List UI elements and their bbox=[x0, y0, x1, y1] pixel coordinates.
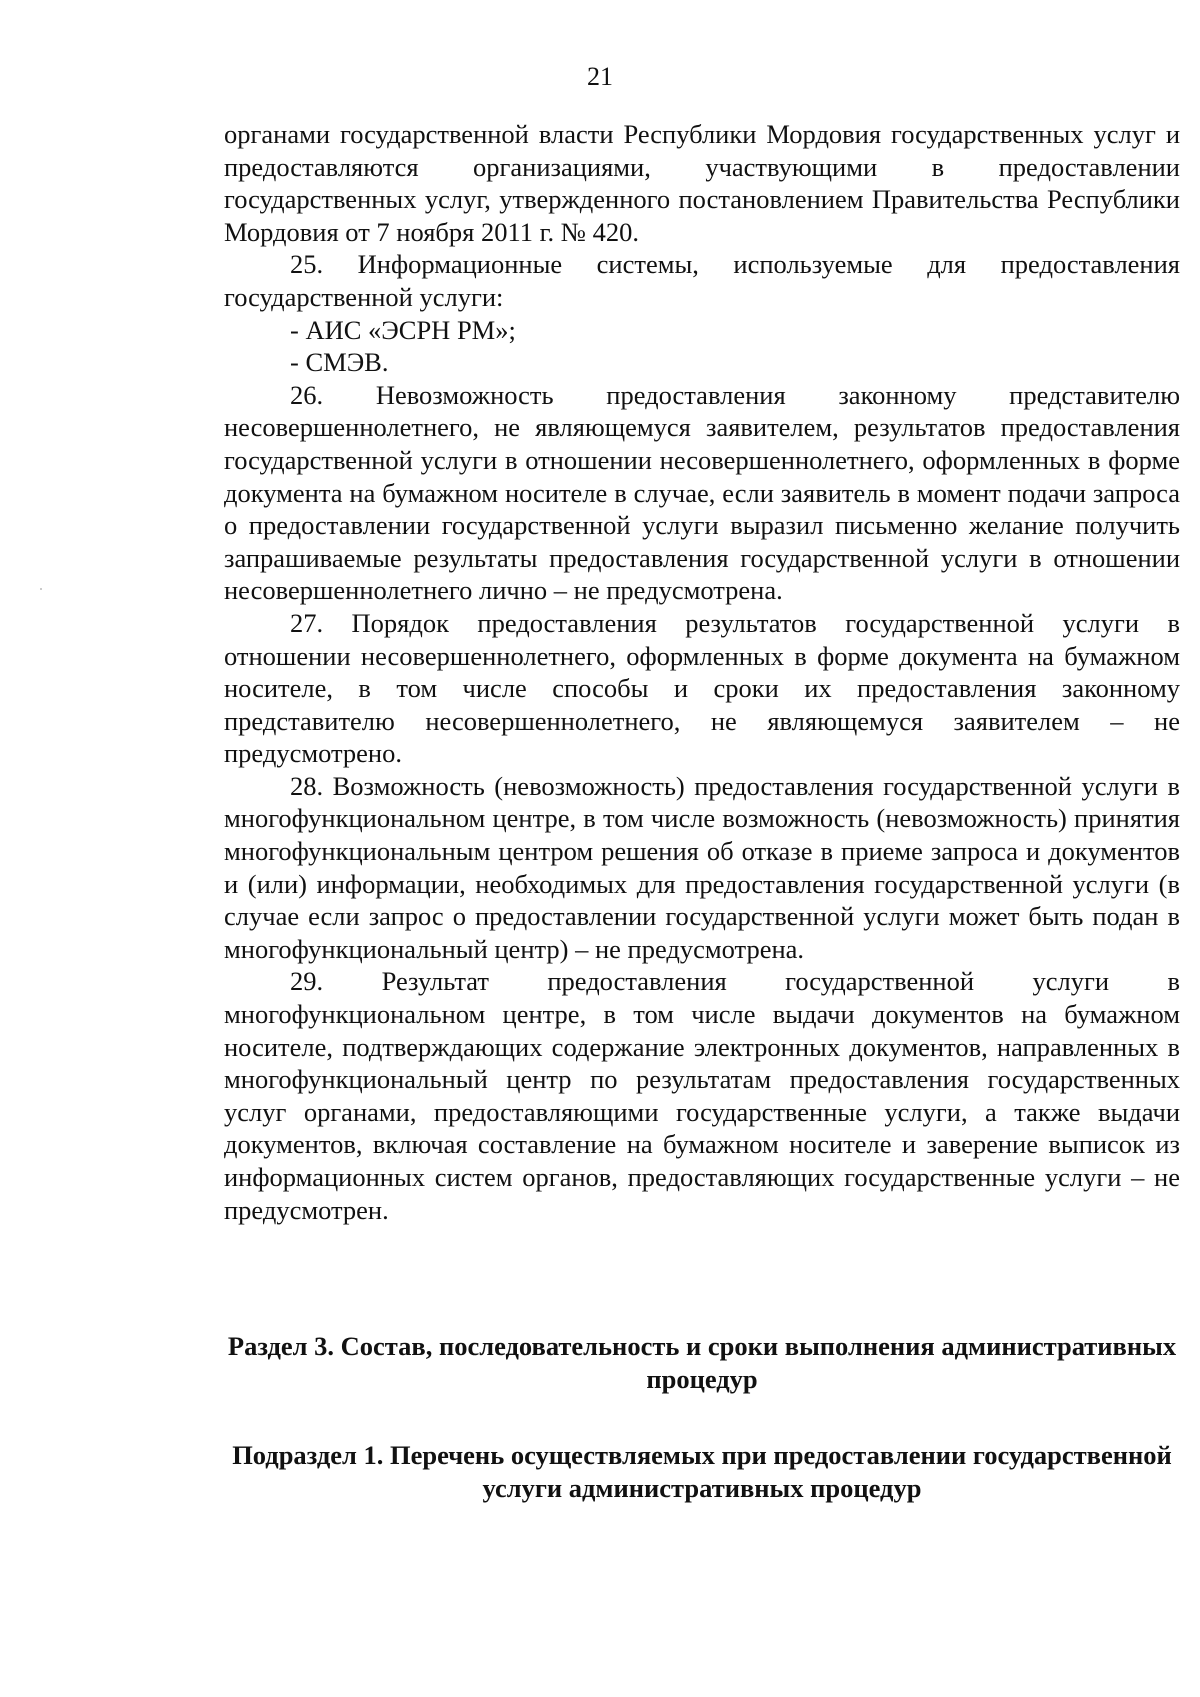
paragraph-27: 27. Порядок предоставления результатов государственной услуги в отношении несовершеннолетнего, оформленных в форме документа на бумажном носителе, в том числе способы и сроки их предоставления законному представителю несовершеннолетнего, не являющемуся заявителем – не предусмотрено. bbox=[224, 607, 1180, 769]
paragraph-continuation: органами государственной власти Республики Мордовия государственных услуг и предоставляются организациями, участвующими в предоставлении государственных услуг, утвержденного постановлением Правительства Республики Мордовия от 7 ноября 2011 г. № 420. bbox=[224, 119, 1180, 247]
page-number: 21 bbox=[587, 62, 613, 91]
paragraph-28: 28. Возможность (невозможность) предоставления государственной услуги в многофункциональном центре, в том числе возможность (невозможность) принятия многофункциональным центром решения об отказе в приеме запроса и документов и (или) информации, необходимых для предоставления государственной услуги (в случае если запрос о предоставлении государственной услуги может быть подан в многофункциональный центр) – не предусмотрена. bbox=[224, 770, 1180, 964]
paragraph-25: 25. Информационные системы, используемые для предоставления государственной услуги: bbox=[224, 249, 1180, 312]
subsection-heading: Подраздел 1. Перечень осуществляемых при предоставлении государственной услуги административных процедур bbox=[232, 1440, 1172, 1503]
section-heading: Раздел 3. Состав, последовательность и сроки выполнения административных процедур bbox=[227, 1331, 1177, 1394]
paragraph-29: 29. Результат предоставления государственной услуги в многофункциональном центре, в том числе выдачи документов на бумажном носителе, подтверждающих содержание электронных документов, направленных в многофункциональный центр по результатам предоставления государственных услуг органами, предоставляющими государственные услуги, а также выдачи документов, включая составление на бумажном носителе и заверение выписок из информационных систем органов, предоставляющих государственные услуги – не предусмотрен. bbox=[224, 966, 1180, 1225]
document-body bbox=[224, 118, 1180, 1226]
list-item-smev: - СМЭВ. bbox=[290, 347, 389, 378]
paragraph-26: 26. Невозможность предоставления законному представителю несовершеннолетнего, не являющемуся заявителем, результатов предоставления государственной услуги в отношении несовершеннолетнего, оформленных в форме документа на бумажном носителе в случае, если заявитель в момент подачи запроса о предоставлении государственной услуги выразил письменно желание получить запрашиваемые результаты предоставления государственной услуги в отношении несовершеннолетнего лично – не предусмотрена. bbox=[224, 379, 1180, 606]
scan-speck bbox=[40, 588, 42, 590]
list-item-ais: - АИС «ЭСРН РМ»; bbox=[290, 314, 516, 345]
section-headings bbox=[224, 1330, 1180, 1504]
